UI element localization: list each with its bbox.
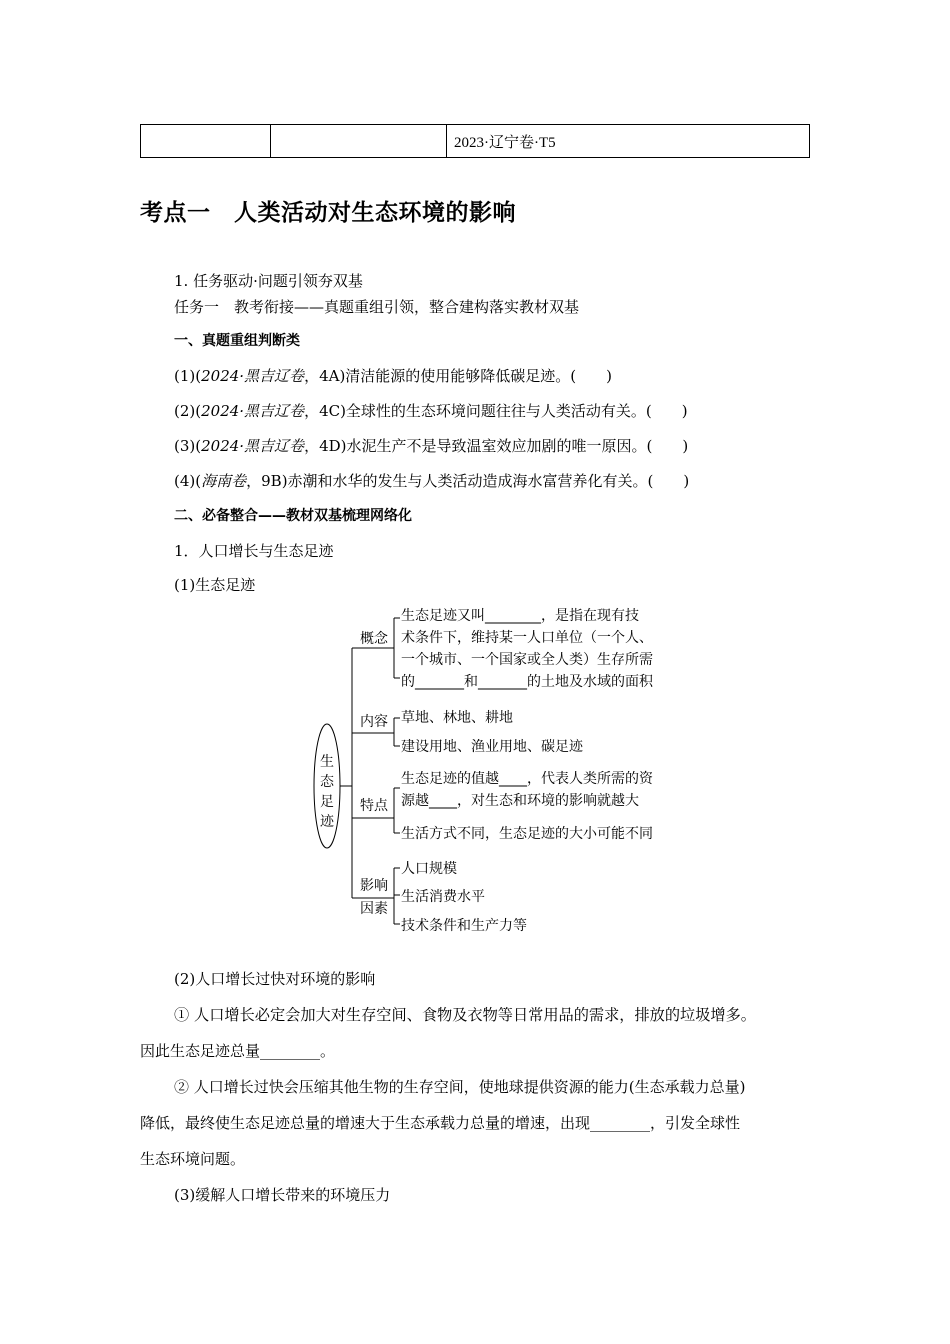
subheading-1: 1．人口增长与生态足迹 (174, 542, 334, 560)
question-source: 2024·黑吉辽卷 (201, 402, 305, 420)
feature-item: 生活方式不同，生态足迹的大小可能不同 (401, 826, 653, 842)
root-char: 态 (320, 774, 334, 790)
part1-title: 一、真题重组判断类 (174, 333, 300, 349)
table-cell-source: 2023·辽宁卷·T5 (454, 135, 556, 151)
question-num: (1)( (174, 367, 202, 385)
paragraph-2-line-2: 降低，最终使生态足迹总量的增速大于生态承载力总量的增速，出现________，引发全球性 (140, 1114, 741, 1132)
content-item: 建设用地、渔业用地、碳足迹 (401, 739, 583, 755)
ecological-footprint-diagram (300, 598, 700, 943)
branch-influence: 影响 (360, 878, 388, 894)
branch-influence: 因素 (360, 901, 388, 917)
paragraph-1-line-2: 因此生态足迹总量________。 (140, 1042, 336, 1060)
question-num: (2)( (174, 402, 202, 420)
concept-line: 的_______和_______的土地及水域的面积 (401, 674, 653, 690)
table-divider (270, 125, 271, 157)
paragraph-2-line-3: 生态环境问题。 (140, 1150, 246, 1168)
branch-concept: 概念 (360, 631, 388, 647)
header-table (140, 124, 810, 158)
question-4 (174, 470, 689, 491)
root-char: 生 (320, 754, 334, 770)
question-num: (4)( (174, 472, 202, 490)
subheading-1-3: (3)缓解人口增长带来的环境压力 (174, 1186, 391, 1204)
question-text: ，4A)清洁能源的使用能够降低碳足迹。( ) (304, 367, 612, 385)
influence-item: 生活消费水平 (401, 889, 485, 905)
task-line: 任务一 教考衔接——真题重组引领，整合建构落实教材双基 (174, 298, 580, 316)
influence-item: 技术条件和生产力等 (401, 918, 527, 934)
question-2 (174, 400, 688, 421)
paragraph-2-line-1: ② 人口增长过快会压缩其他生物的生存空间，使地球提供资源的能力(生态承载力总量) (174, 1078, 746, 1096)
content-item: 草地、林地、耕地 (401, 710, 513, 726)
question-num: (3)( (174, 437, 202, 455)
branch-content: 内容 (360, 714, 388, 730)
branch-feature: 特点 (360, 798, 388, 814)
question-text: ，4C)全球性的生态环境问题往往与人类活动有关。( ) (304, 402, 688, 420)
subheading-1-1: (1)生态足迹 (174, 576, 256, 594)
part2-title: 二、必备整合——教材双基梳理网络化 (174, 508, 412, 524)
concept-line: 生态足迹又叫________，是指在现有技 (401, 608, 639, 624)
question-text: ，9B)赤潮和水华的发生与人类活动造成海水富营养化有关。( ) (246, 472, 690, 490)
table-divider (446, 125, 447, 157)
feature-line: 生态足迹的值越____，代表人类所需的资 (401, 771, 653, 787)
paragraph-1-line-1: ① 人口增长必定会加大对生存空间、食物及衣物等日常用品的需求，排放的垃圾增多。 (174, 1006, 756, 1024)
intro-line: 1. 任务驱动·问题引领夯双基 (174, 272, 363, 290)
question-source: 2024·黑吉辽卷 (201, 437, 305, 455)
section-title: 考点一 人类活动对生态环境的影响 (140, 200, 516, 226)
question-3 (174, 435, 688, 456)
root-char: 足 (320, 794, 334, 810)
question-1 (174, 365, 612, 386)
influence-item: 人口规模 (401, 861, 457, 877)
subheading-1-2: (2)人口增长过快对环境的影响 (174, 970, 376, 988)
feature-line: 源越____，对生态和环境的影响就越大 (401, 793, 639, 809)
question-source: 海南卷 (201, 472, 247, 490)
concept-line: 术条件下，维持某一人口单位（一个人、 (401, 630, 653, 646)
concept-line: 一个城市、一个国家或全人类）生存所需 (401, 652, 653, 668)
question-source: 2024·黑吉辽卷 (201, 367, 305, 385)
question-text: ，4D)水泥生产不是导致温室效应加剧的唯一原因。( ) (304, 437, 689, 455)
root-char: 迹 (320, 814, 334, 830)
